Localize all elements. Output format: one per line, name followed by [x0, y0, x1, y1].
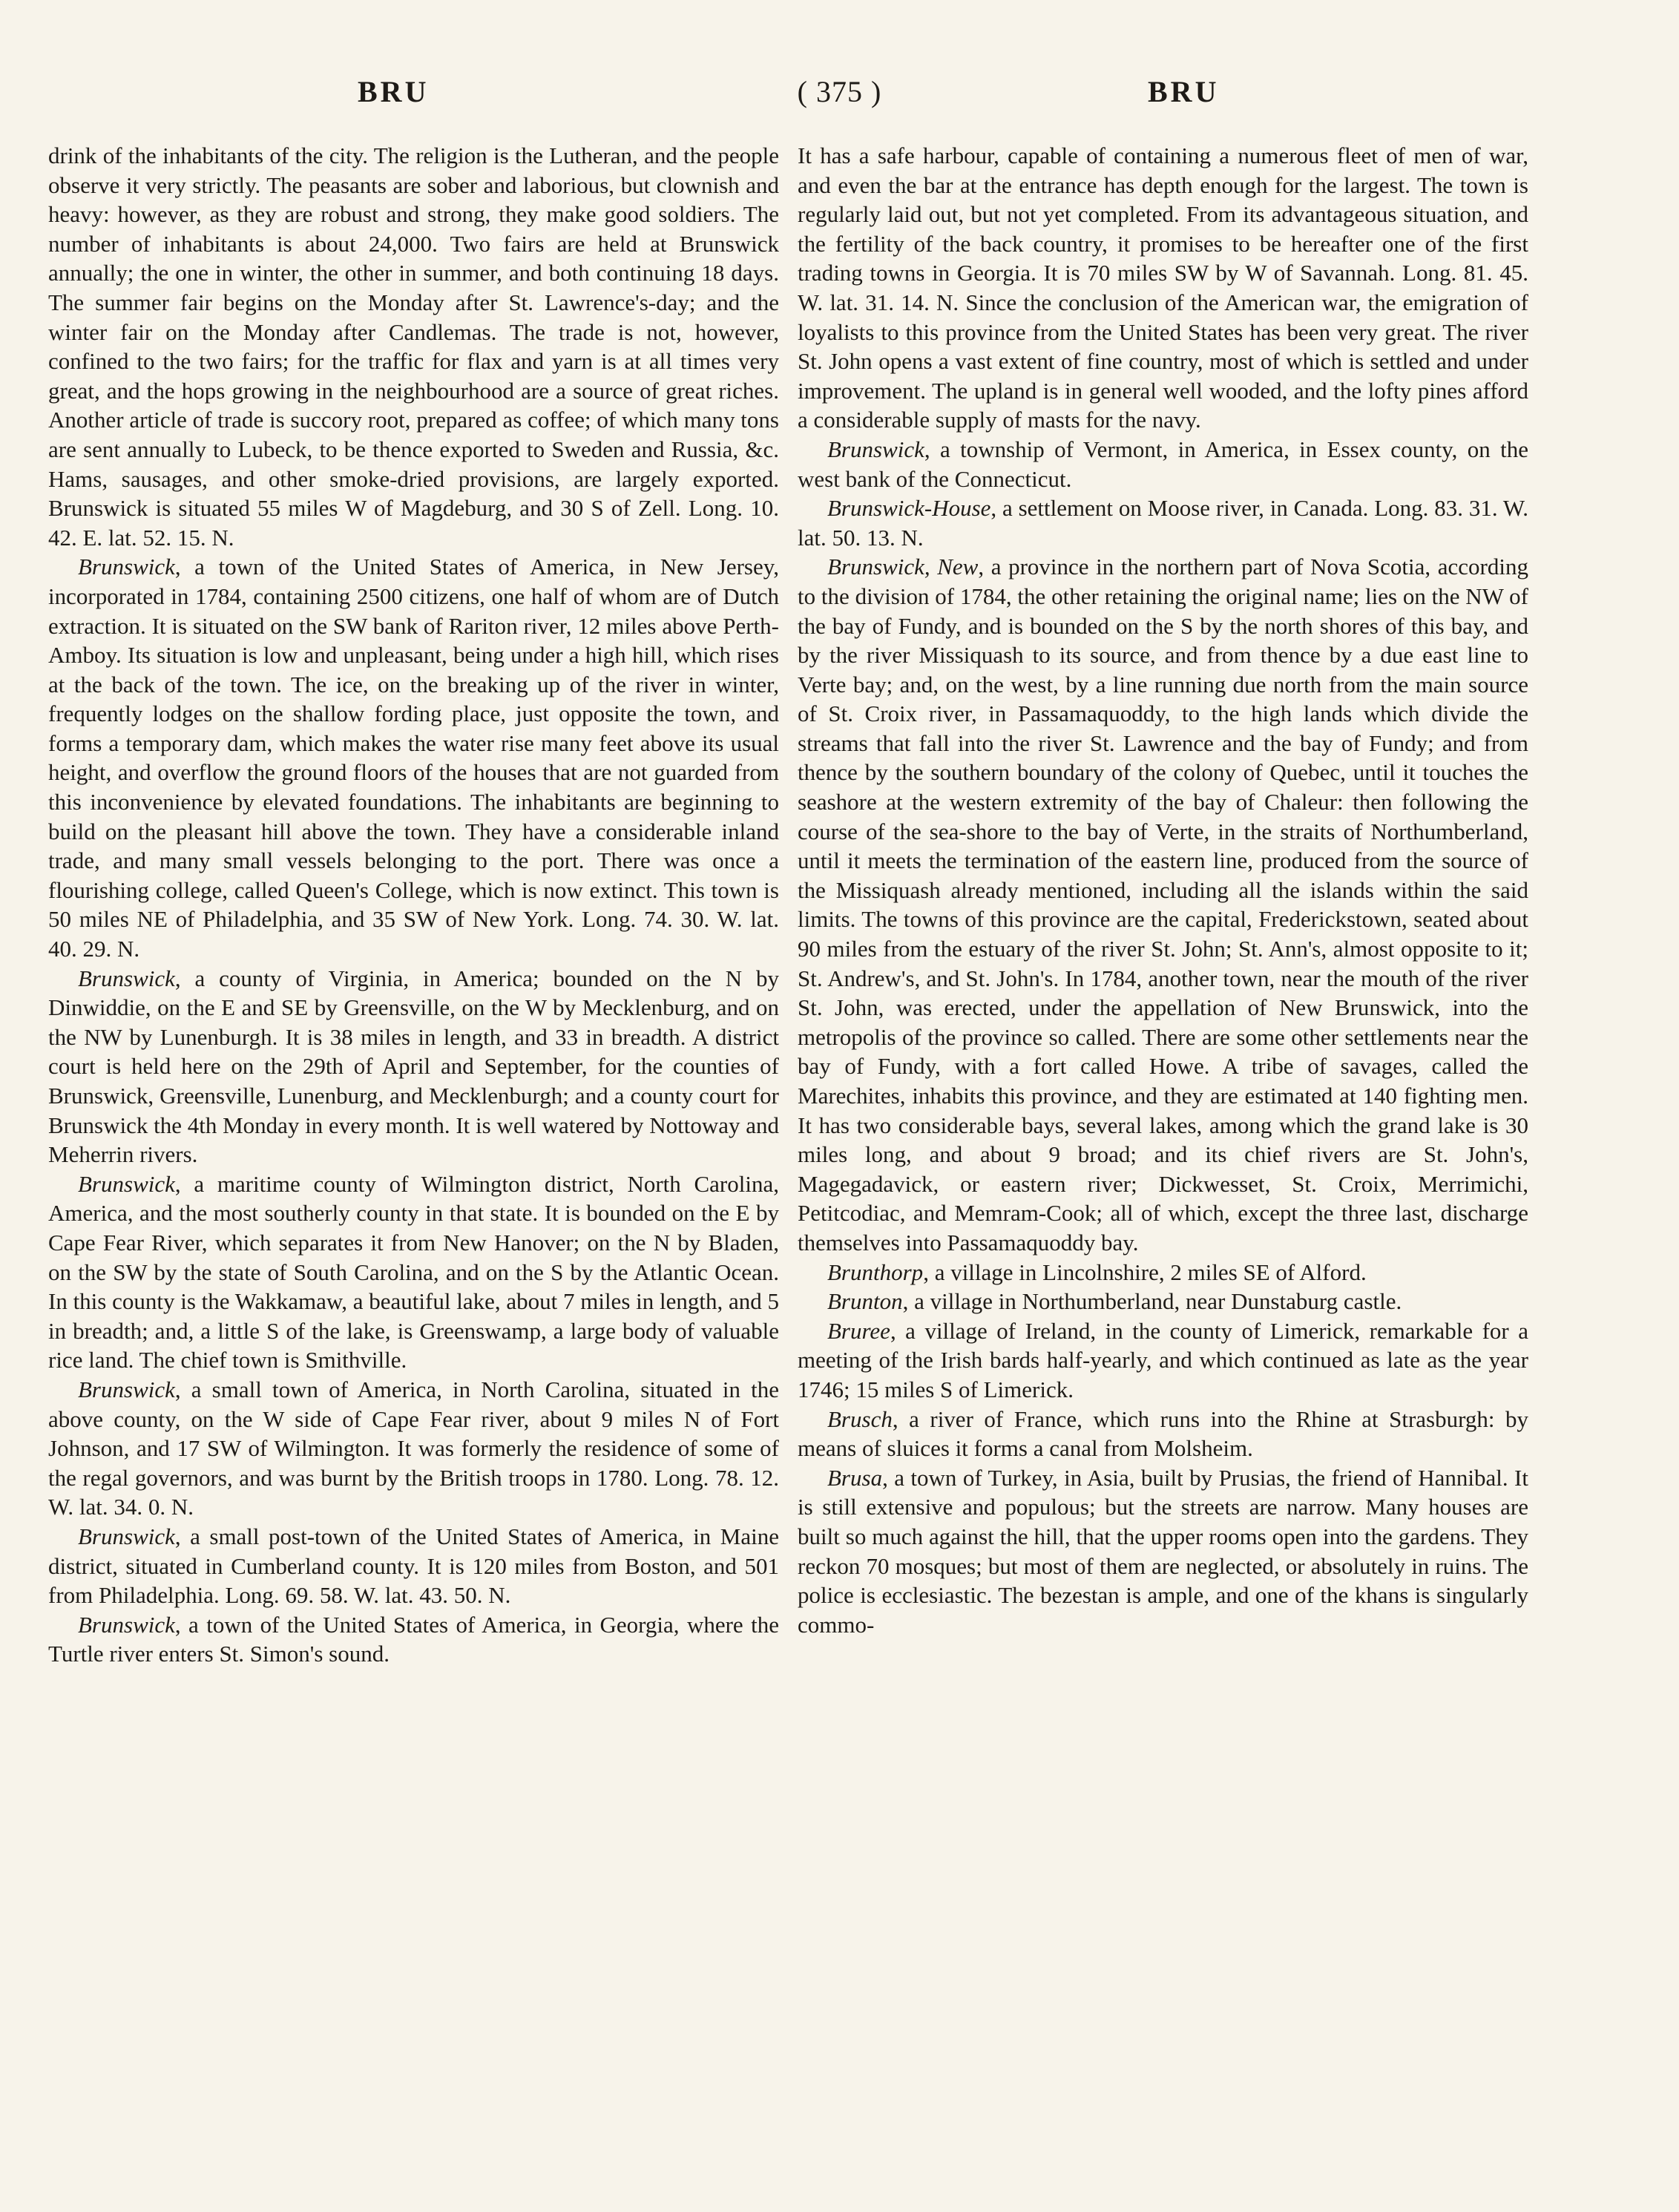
gazetteer-entry [48, 1169, 779, 1375]
continued-paragraph [48, 141, 779, 552]
gazetteer-entry [798, 435, 1528, 493]
entry-headword: Brunswick [78, 1523, 175, 1549]
gazetteer-entry [798, 552, 1528, 1257]
gazetteer-entry [48, 964, 779, 1169]
entry-text: , a river of France, which runs into the Rhine at Strasburgh: by means of sluices it forms a canal from Molsheim. [798, 1405, 1528, 1462]
gazetteer-entry [798, 1287, 1528, 1316]
entry-text: , a village of Ireland, in the county of Limerick, remarkable for a meeting of the Irish bards half-yearly, and which continued as late as the year 1746; 15 miles S of Limerick. [798, 1317, 1528, 1402]
header-left-word: BRU [358, 75, 430, 108]
entry-text: , a small town of America, in North Carolina, situated in the above county, on the W side of Cape Fear river, about 9 miles N of Fort Johnson, and 17 SW of Wilmington. It was formerly the residence of some of the regal governors, and was burnt by the British troops in 1780. Long. 78. 12. W. lat. 34. 0. N. [48, 1376, 779, 1520]
gazetteer-entry [798, 1258, 1528, 1287]
entry-headword: Brunswick, New [827, 554, 979, 580]
entry-headword: Brunswick [78, 1611, 175, 1638]
entry-headword: Brunthorp [827, 1258, 924, 1285]
entry-text: It has a safe harbour, capable of containing a numerous fleet of men of war, and even the bar at the entrance has depth enough for the largest. The town is regularly laid out, but not yet completed. From its advantageous situation, and the fertility of the back country, it promises to be hereafter one of the first trading towns in Georgia. It is 70 miles SW by W of Savannah. Long. 81. 45. W. lat. 31. 14. N. Since the conclusion of the American war, the emigration of loyalists to this province from the United States has been very great. The river St. John opens a vast extent of fine country, most of which is settled and under improvement. The upland is in general well wooded, and the lofty pines afford a considerable supply of masts for the navy. [798, 142, 1528, 433]
right-column [798, 141, 1528, 1639]
entry-text: , a maritime county of Wilmington district, North Carolina, America, and the most southerly county in that state. It is bounded on the E by Cape Fear River, which separates it from New Hanover; on the N by Bladen, on the SW by the state of South Carolina, and on the S by the Atlantic Ocean. In this county is the Wakkamaw, a beautiful lake, about 7 miles in length, and 5 in breadth; and, a little S of the lake, is Greenswamp, a large body of valuable rice land. The chief town is Smithville. [48, 1170, 779, 1374]
gazetteer-entry [798, 1463, 1528, 1640]
entry-text: , a town of the United States of America, in New Jersey, incorporated in 1784, containing 2500 citizens, one half of whom are of Dutch extraction. It is situated on the SW bank of Rariton river, 12 miles above Perth-Amboy. Its situation is low and unpleasant, being under a high hill, which rises at the back of the town. The ice, on the breaking up of the river in winter, frequently lodges on the shallow fording place, just opposite the town, and forms a temporary dam, which makes the water rise many feet above its usual height, and overflow the ground floors of the houses that are not guarded from this inconvenience by elevated foundations. The inhabitants are beginning to build on the pleasant hill above the town. They have a considerable inland trade, and many small vessels belonging to the port. There was once a flourishing college, called Queen's College, which is now extinct. This town is 50 miles NE of Philadelphia, and 35 SW of New York. Long. 74. 30. W. lat. 40. 29. N. [48, 554, 779, 962]
entry-headword: Brunswick [78, 1170, 175, 1197]
entry-text: , a town of the United States of America, in Georgia, where the Turtle river enters St. Simon's sound. [48, 1611, 779, 1667]
left-column [48, 141, 779, 1669]
running-header [0, 74, 1679, 126]
gazetteer-entry [48, 1375, 779, 1522]
gazetteer-entry [48, 1522, 779, 1610]
entry-headword: Brunswick [78, 965, 175, 991]
entry-text: , a settlement on Moose river, in Canada. Long. 83. 31. W. lat. 50. 13. N. [798, 495, 1528, 551]
entry-text: , a county of Virginia, in America; bounded on the N by Dinwiddie, on the E and SE by Greensville, on the W by Mecklenburg, and on the NW by Lunenburgh. It is 38 miles in length, and 33 in breadth. A district court is held here on the 29th of April and September, for the counties of Brunswick, Greensville, Lunenburg, and Mecklenburgh; and a county court for Brunswick the 4th Monday in every month. It is well watered by Nottoway and Meherrin rivers. [48, 965, 779, 1168]
gazetteer-entry [48, 1610, 779, 1669]
gazetteer-entry [48, 552, 779, 963]
continued-paragraph [798, 141, 1528, 435]
entry-text: , a small post-town of the United States of America, in Maine district, situated in Cumberland county. It is 120 miles from Boston, and 501 from Philadelphia. Long. 69. 58. W. lat. 43. 50. N. [48, 1523, 779, 1609]
page-number: ( 375 ) [797, 75, 882, 108]
entry-headword: Bruree [827, 1317, 890, 1344]
gazetteer-entry [798, 1405, 1528, 1463]
entry-text: , a town of Turkey, in Asia, built by Prusias, the friend of Hannibal. It is still extensive and populous; but the streets are narrow. Many houses are built so much against the hill, that the upper rooms open into the gardens. They reckon 70 mosques; but most of them are neglected, or absolutely in ruins. The police is ecclesiastic. The bezestan is ample, and one of the khans is singularly commo- [798, 1464, 1528, 1638]
gazetteer-entry [798, 1316, 1528, 1405]
entry-text: , a village in Lincolnshire, 2 miles SE of Alford. [923, 1258, 1367, 1285]
gazetteer-entry [798, 493, 1528, 552]
entry-headword: Brusa [827, 1464, 883, 1491]
entry-headword: Brunswick [78, 554, 175, 580]
entry-text: , a province in the northern part of Nova Scotia, according to the division of 1784, the other retaining the original name; lies on the NW of the bay of Fundy, and is bounded on the S by the north shores of this bay, and by the river Missiquash to its source, and from thence by a due east line to Verte bay; and, on the west, by a line running due north from the main source of St. Croix river, in Passamaquoddy, to the high lands which divide the streams that fall into the river St. Lawrence and the bay of Fundy; and from thence by the southern boundary of the colony of Quebec, until it touches the seashore at the western extremity of the bay of Chaleur: then following the course of the sea-shore to the bay of Verte, in the straits of Northumberland, until it meets the termination of the eastern line, produced from the source of the Missiquash already mentioned, including all the islands within the said limits. The towns of this province are the capital, Frederickstown, seated about 90 miles from the estuary of the river St. John; St. Ann's, almost opposite to it; St. Andrew's, and St. John's. In 1784, another town, near the mouth of the river St. John, was erected, under the appellation of New Brunswick, into the metropolis of the province so called. There are some other settlements near the bay of Fundy, with a fort called Howe. A tribe of savages, called the Marechites, inhabits this province, and they are estimated at 140 fighting men. It has two considerable bays, several lakes, among which the grand lake is 30 miles long, and about 9 broad; and its chief rivers are St. John's, Magegadavick, or eastern river; Dickwesset, St. Croix, Merrimichi, Petitcodiac, and Memram-Cook; all of which, except the three last, discharge themselves into Passamaquoddy bay. [798, 554, 1528, 1256]
entry-headword: Brunswick [78, 1376, 175, 1402]
entry-headword: Brunswick [827, 436, 924, 462]
header-right-word: BRU [1148, 75, 1220, 108]
entry-text: , a village in Northumberland, near Dunstaburg castle. [902, 1288, 1402, 1315]
entry-text: , a township of Vermont, in America, in Essex county, on the west bank of the Connecticut. [798, 436, 1528, 492]
entry-text: drink of the inhabitants of the city. The religion is the Lutheran, and the people observe it very strictly. The peasants are sober and laborious, but clownish and heavy: however, as they are robust and strong, they make good soldiers. The number of inhabitants is about 24,000. Two fairs are held at Brunswick annually; the one in winter, the other in summer, and both continuing 18 days. The summer fair begins on the Monday after St. Lawrence's-day; and the winter fair on the Monday after Candlemas. The trade is not, however, confined to the two fairs; for the traffic for flax and yarn is at all times very great, and the hops growing in the neighbourhood are a source of great riches. Another article of trade is succory root, prepared as coffee; of which many tons are sent annually to Lubeck, to be thence exported to Sweden and Russia, &c. Hams, sausages, and other smoke-dried provisions, are largely exported. Brunswick is situated 55 miles W of Magdeburg, and 30 S of Zell. Long. 10. 42. E. lat. 52. 15. N. [48, 142, 779, 551]
entry-headword: Brunswick-House [827, 495, 991, 522]
entry-headword: Brunton [827, 1288, 903, 1315]
entry-headword: Brusch [827, 1405, 893, 1432]
